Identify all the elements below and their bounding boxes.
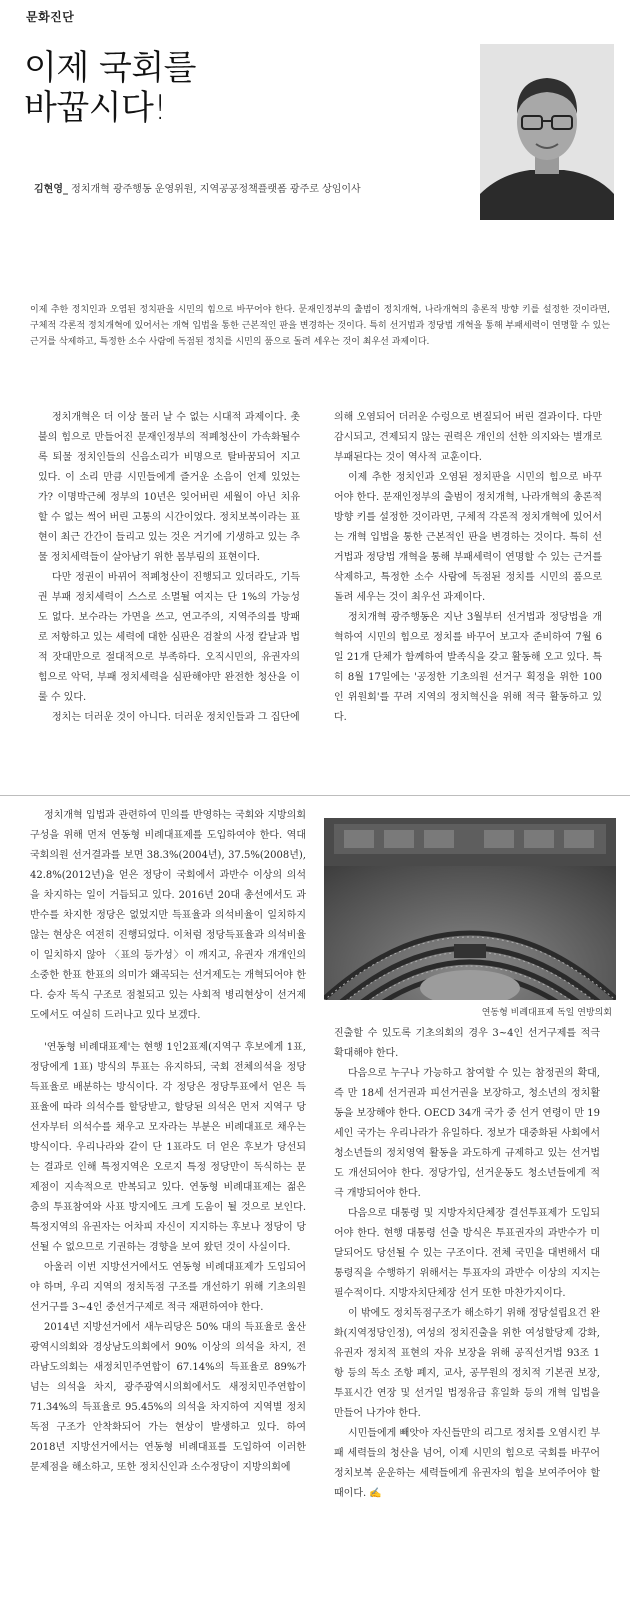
paragraph: 진출할 수 있도록 기초의회의 경우 3~4인 선거구제를 적극 확대해야 한다. bbox=[334, 1028, 600, 1059]
paragraph: 2014년 지방선거에서 새누리당은 50% 대의 득표율로 울산광역시의회와 경상남도의회에서 90% 이상의 의석을 차지, 전라남도의회는 새정치민주연합이 67.14%의 득표율로 89%가 넘는 의석을 차지, 광주광역시의회에서도 새정치민주연합이 71.34%의 득표율로 95.45%의 의석을 차지하여 지역별 정치 독점 구조가 안착화되어 가는 현상이 발생하고 있다. 하여 2018년 지방선거에서는 연동형 비례대표를 도입하여 이러한 문제점을 해소하고, 또한 정치신인과 소수정당이 지방의회에 bbox=[30, 1322, 306, 1473]
author-byline bbox=[34, 180, 361, 195]
parliament-photo-image bbox=[324, 818, 616, 1000]
paragraph: 다만 정권이 바뀌어 적폐청산이 진행되고 있더라도, 기득권 부패 정치세력이 스스로 소멸될 여지는 단 1%의 가능성도 없다. 보수라는 가면을 쓰고, 연고주의, 지역주의를 방패로 저항하고 있는 세력에 대한 심판은 검찰의 사정 칼날과 법적 잣대만으로 절대적으로 부족하다. 오직시민의, 유권자의 힘으로 악덕, 부패 정치세력을 심판해야만 완전한 청산을 이룰 수 있다. bbox=[38, 572, 300, 703]
paragraph: 정치개혁 입법과 관련하여 민의를 반영하는 국회와 지방의회 구성을 위해 먼저 연동형 비례대표제를 도입하여야 한다. 역대 국회의원 선거결과를 보면 38.3%(2004년), 37.5%(2008년), 42.8%(2012년)을 얻은 정당이 국회에서 과반수 이상의 의석을 차지하는 일이 거듭되고 있다. 2016년 20대 총선에서도 과반수를 차지한 정당은 없었지만 득표율과 의석비율이 일치하지 않는 현상은 여전히 진행되었다. 이처럼 정당득표율과 의석비율이 일치하지 않아 〈표의 등가성〉이 깨지고, 유권자 개개인의 소중한 한표 한표의 의미가 왜곡되는 선거제도는 개혁되어야 한다. 승자 독식 구조로 점철되고 있는 사회적 병리현상이 선거제도에서도 여실히 드러나고 있다 보겠다. bbox=[30, 810, 306, 1021]
paragraph: 정치개혁 광주행동은 지난 3월부터 선거법과 정당법을 개혁하여 시민의 힘으로 정치를 바꾸어 보고자 준비하여 7월 6일 21개 단체가 함께하여 발족식을 갖고 활동해 오고 있다. 특히 8월 17일에는 '공정한 기초의원 선거구 획정을 위한 100인 위원회'를 꾸려 지역의 정치혁신을 위해 적극 활동하고 있다. bbox=[334, 612, 602, 723]
paragraph: 정치는 더러운 것이 아니다. 더러운 정치인들과 그 집단에 bbox=[52, 712, 300, 723]
closing-sentence: 시민들에게 빼앗아 자신들만의 리그로 정치를 오염시킨 부패 세력들의 청산을 넘어, 이제 시민의 힘으로 국회를 바꾸어 정치보복 운운하는 세력들에게 유권자의 힘을 보여주어야 할 때이다. bbox=[334, 1428, 600, 1499]
author-name: 김현영_ bbox=[34, 184, 68, 195]
paragraph: 의해 오염되어 더러운 수렁으로 변질되어 버린 결과이다. 다만 감시되고, 견제되지 않는 권력은 개인의 선한 의지와는 별개로 부패된다는 것이 역사적 교훈이다. bbox=[334, 412, 602, 463]
paragraph: 정치개혁은 더 이상 물러 날 수 없는 시대적 과제이다. 촛불의 힘으로 만들어진 문재인정부의 적폐청산이 가속화될수록 퇴물 정치인들의 신음소리가 비명으로 탈바꿈되어 지고 있다. 이 소리 만큼 시민들에게 즐거운 소음이 언제 있었는가? 이명박근혜 정부의 10년은 잊어버린 세월이 아닌 치유할 수 없는 썩어 버린 고통의 시간이었다. 정치보복이라는 표현이 최근 간간이 들리고 있는 것은 거기에 기생하고 있는 추물 정치세력들이 살아남기 위한 몸부림의 표현이다. bbox=[38, 412, 300, 563]
section-label: 문화진단 bbox=[26, 10, 75, 24]
section-divider bbox=[0, 795, 630, 796]
portrait-photo-icon bbox=[480, 44, 614, 220]
paragraph: 아울러 이번 지방선거에서도 연동형 비례대표제가 도입되어야 하며, 우리 지역의 정치독점 구조를 개선하기 위해 기초의원 선거구를 3~4인 중선거구제로 적극 재편하여야 한다. bbox=[30, 1262, 306, 1313]
title-line-1: 이제 국회를 bbox=[24, 48, 197, 88]
title-line-2: 바꿉시다! bbox=[24, 88, 167, 128]
signature-mark-icon: ✍ bbox=[369, 1488, 382, 1499]
parliament-photo bbox=[324, 818, 616, 1000]
author-title: 정치개혁 광주행동 운영위원, 지역공공정책플랫폼 광주로 상임이사 bbox=[67, 184, 361, 195]
photo-caption: 연동형 비례대표제 독일 연방의회 bbox=[481, 1008, 612, 1018]
lead-paragraph: 이제 추한 정치인과 오염된 정치판을 시민의 힘으로 바꾸어야 한다. 문재인정부의 출범이 정치개혁, 나라개혁의 총론적 방향 키를 설정한 것이라면, 구체적 각론적 정치개혁에 있어서는 개혁 입법을 통한 근본적인 판을 변경하는 것이다. 특히 선거법과 정당법 개혁을 통해 부패세력이 연명할 수 있는 근거를 삭제하고, 특정한 소수 사람에 독점된 정치를 시민의 품으로 돌려 세우는 것이 최우선 과제이다. bbox=[30, 305, 610, 347]
section2-left-column bbox=[30, 806, 306, 1478]
section1-right-column bbox=[334, 408, 602, 728]
paragraph: 이제 추한 정치인과 오염된 정치판을 시민의 힘으로 바꾸어야 한다. 문재인정부의 출범이 정치개혁, 나라개혁의 총론적 방향 키를 설정한 것이라면, 구체적 각론적 정치개혁에 있어서는 개혁 입법을 통한 근본적인 판을 변경하는 것이다. 특히 선거법과 정당법 개혁을 통해 부패세력이 연명할 수 있는 근거를 삭제하고, 특정한 소수 사람에 독점된 정치를 시민의 품으로 돌려 세우는 것이 최우선 과제이다. bbox=[334, 472, 602, 603]
paragraph: 다음으로 대통령 및 지방자치단체장 결선투표제가 도입되어야 한다. 현행 대통령 선출 방식은 투표권자의 과반수가 미달되어도 당선될 수 있는 구조이다. 전체 국민을 대변해서 대통령직을 수행하기 위해서는 투표자의 과반수 이상의 지지는 필수적이다. 지방자치단체장 선거 또한 마찬가지이다. bbox=[334, 1208, 600, 1299]
section1-left-column bbox=[38, 408, 300, 728]
paragraph: 이 밖에도 정치독점구조가 해소하기 위해 정당설립요건 완화(지역정당인정), 여성의 정치진출을 위한 여성할당제 강화, 유권자 정치적 표현의 자유 보장을 위해 공직선거법 93조 1항 등의 독소 조항 폐지, 교사, 공무원의 정치적 기본권 보장, 투표시간 연장 및 선거일 법정유급 휴일화 등의 개혁 입법을 만들어 나가야 한다. bbox=[334, 1308, 600, 1419]
section2-right-column bbox=[334, 1024, 600, 1504]
paragraph bbox=[334, 1424, 600, 1504]
article-title bbox=[24, 48, 196, 128]
paragraph: '연동형 비례대표제'는 현행 1인2표제(지역구 후보에게 1표, 정당에게 1표) 방식의 투표는 유지하되, 국회 전체의석을 정당득표율로 배분하는 방식이다. 각 정당은 정당투표에서 얻은 득표율에 따라 의석수를 할당받고, 할당된 의석은 먼저 지역구 당선자부터 의석수를 채우고 모자라는 부분은 비례대표로 채우는 방식이다. 우리나라와 같이 단 1표라도 더 얻은 후보가 당선되는 결과로 인해 특정지역은 오로지 특정 정당만이 독식하는 문제점이 지속적으로 반복되고 있다. 연동형 비례대표제는 젊은 층의 투표참여와 사표 방지에도 크게 도움이 될 것으로 보인다. 특정지역의 유권자는 어차피 자신이 지지하는 후보나 정당이 당선될 수 없으므로 기권하는 경향을 보여 왔던 것이 사실이다. bbox=[30, 1042, 306, 1253]
author-portrait bbox=[480, 44, 614, 220]
paragraph: 다음으로 누구나 가능하고 참여할 수 있는 참정권의 확대, 즉 만 18세 선거권과 피선거권을 보장하고, 청소년의 정치활동을 보장해야 한다. OECD 34개 국가 중 선거 연령이 만 19세인 국가는 우리나라가 유일하다. 정보가 대중화된 사회에서 청소년들의 정치영역 활동을 과도하게 규제하고 있는 선거법도 개선되어야 한다. 정당가입, 선거운동도 청소년들에게 적극 개방되어야 한다. bbox=[334, 1068, 600, 1199]
